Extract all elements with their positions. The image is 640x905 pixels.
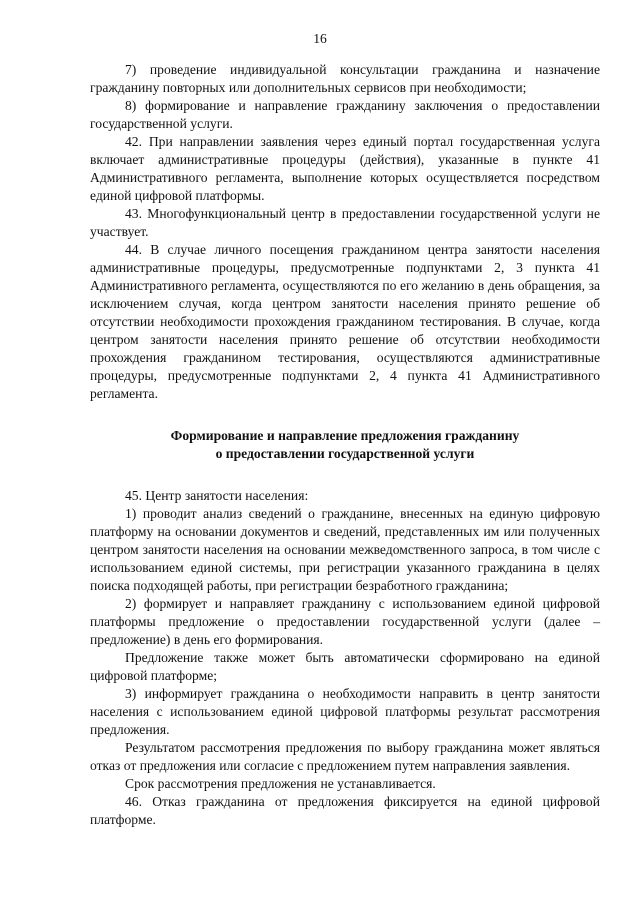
paragraph-45-item-3: 3) информирует гражданина о необходимости направить в центр занятости населения с использованием единой цифровой платформы результат рассмотрения предложения. [90,686,600,737]
paragraph-45-item-1: 1) проводит анализ сведений о гражданине, внесенных на единую цифровую платформу на основании документов и сведений, представленных им или полученных центром занятости населения на основании межведомственного запроса, в том числе с использованием единой системы, при регистрации указанного гражданина в целях поиска подходящей работы, при регистрации безработного гражданина; [90,506,600,593]
section-heading [90,427,600,463]
paragraph-45-result: Результатом рассмотрения предложения по выбору гражданина может являться отказ от предложения или согласие с предложением путем направления заявления. [90,740,600,773]
paragraph-45-item-2: 2) формирует и направляет гражданину с использованием единой цифровой платформы предложение о предоставлении государственной услуги (далее – предложение) в день его формирования. [90,596,600,647]
paragraph-45-note: Предложение также может быть автоматически сформировано на единой цифровой платформе; [90,650,600,683]
paragraph-43: 43. Многофункциональный центр в предоставлении государственной услуги не участвует. [90,206,600,239]
paragraph-item-8: 8) формирование и направление гражданину заключения о предоставлении государственной услуги. [90,98,600,131]
paragraph-45-term: Срок рассмотрения предложения не устанавливается. [125,776,436,791]
paragraph-44: 44. В случае личного посещения гражданином центра занятости населения административные процедуры, предусмотренные подпунктами 2, 3 пункта 41 Административного регламента, осуществляются по его желанию в день обращения, за исключением случая, когда центром занятости населения принято решение об отсутствии необходимости прохождения гражданином тестирования. В случае, когда центром занятости населения принято решение об отсутствии необходимости прохождения гражданином тестирования, осуществляются административные процедуры, предусмотренные подпунктами 2, 4 пункта 41 Административного регламента. [90,242,600,401]
section-heading-line-1: Формирование и направление предложения гражданину [170,428,520,443]
page-number: 16 [313,31,327,46]
paragraph-42: 42. При направлении заявления через единый портал государственная услуга включает административные процедуры (действия), указанные в пункте 41 Административного регламента, выполнение которых осуществляется посредством единой цифровой платформы. [90,134,600,203]
paragraph-46: 46. Отказ гражданина от предложения фиксируется на единой цифровой платформе. [90,794,600,827]
document-body [90,61,600,829]
paragraph-45: 45. Центр занятости населения: [125,488,309,503]
paragraph-item-7: 7) проведение индивидуальной консультации гражданина и назначение гражданину повторных или дополнительных сервисов при необходимости; [90,62,600,95]
section-heading-line-2: о предоставлении государственной услуги [215,446,475,461]
